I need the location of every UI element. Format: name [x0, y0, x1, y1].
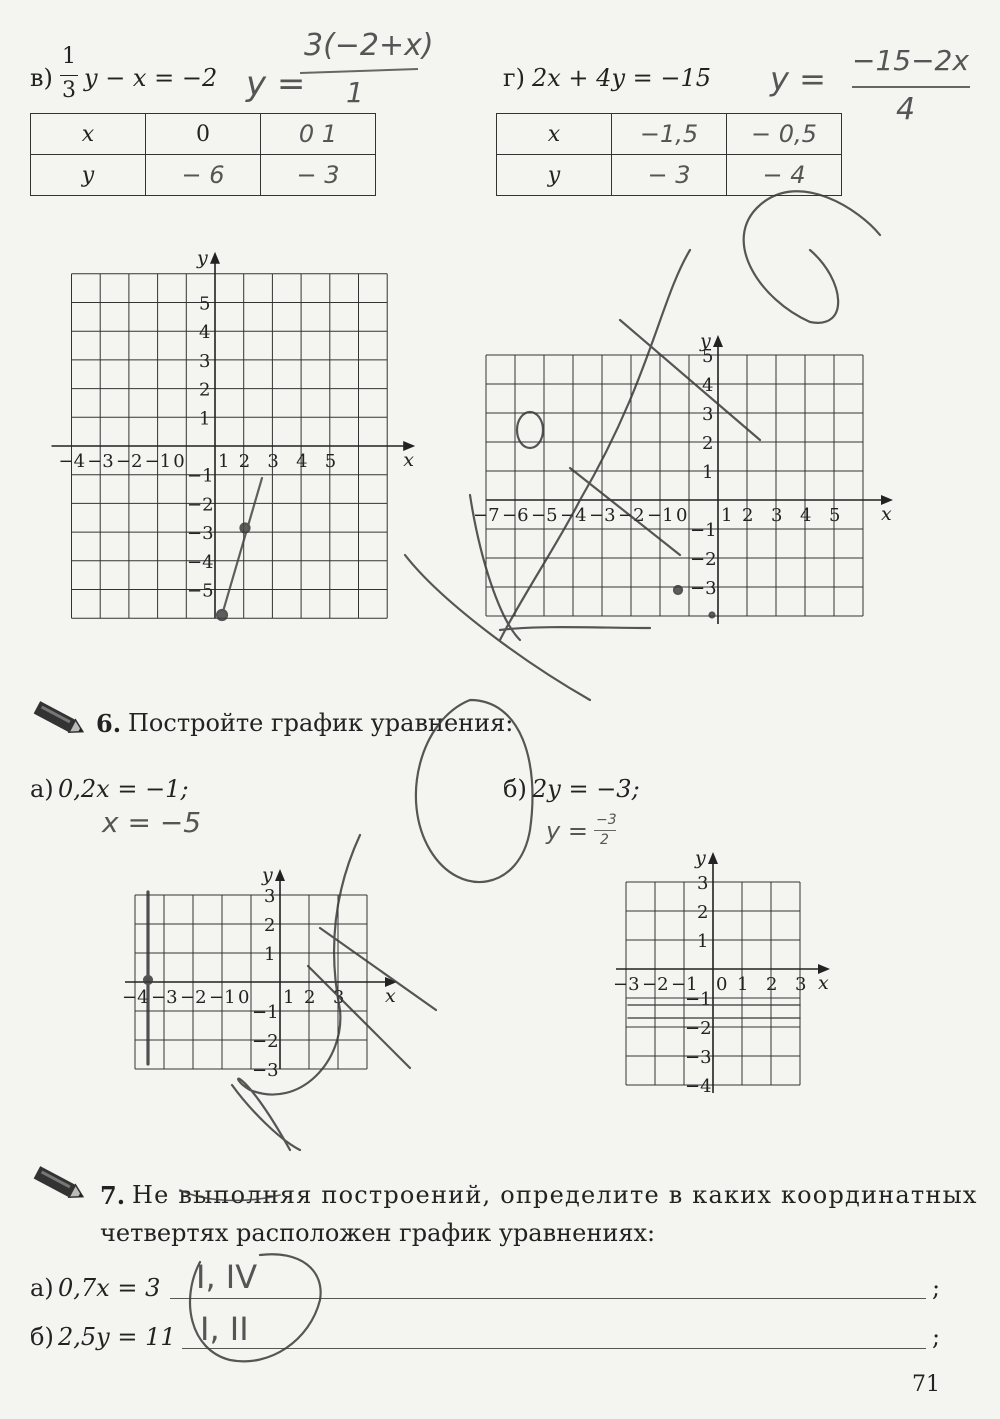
y-tick-label: −2	[690, 549, 717, 570]
y-tick-label: 4	[702, 375, 714, 396]
x-tick-label: −3	[87, 451, 114, 472]
coordinate-grid-1	[60, 240, 440, 640]
y-tick-label: 2	[697, 902, 709, 923]
x-axis-label: x	[385, 985, 396, 1007]
task-7b-equation: 2,5y = 11	[58, 1323, 176, 1351]
y-tick-label: 3	[264, 886, 276, 907]
task-6-text: Постройте график уравнения:	[128, 709, 514, 737]
y-tick-label: 3	[199, 350, 211, 372]
x-tick-label: −3	[151, 987, 178, 1008]
task-6b-label: б)	[503, 775, 527, 803]
pencil-icon	[30, 698, 88, 740]
x-tick-label: −2	[642, 974, 669, 995]
y-tick-label: 2	[199, 379, 211, 401]
y-tick-label: −1	[187, 465, 214, 487]
y-tick-label: −3	[187, 523, 214, 545]
x-axis-label: x	[881, 503, 892, 525]
task-7-line-1: Не выполняя построений, определите в каких координатных	[132, 1181, 978, 1209]
x-tick-label: 4	[296, 451, 308, 472]
coordinate-grid-2	[473, 310, 910, 640]
x-tick-label: 0	[676, 505, 688, 526]
part-g-hw-den: 4	[896, 92, 916, 127]
y-axis-label: y	[700, 330, 711, 352]
x-axis-label: x	[818, 972, 829, 994]
y-tick-label: 4	[199, 322, 211, 344]
table-header-y: y	[497, 155, 612, 196]
table-cell: 0	[146, 114, 261, 155]
y-tick-label: 1	[697, 931, 709, 952]
y-axis-label: y	[262, 864, 273, 886]
part-v-value-table	[30, 113, 376, 196]
semicolon: ;	[932, 1274, 941, 1302]
x-tick-label: 2	[304, 987, 316, 1008]
x-tick-label: −1	[144, 451, 172, 472]
y-tick-label: −2	[252, 1031, 279, 1052]
y-axis-label: y	[695, 847, 706, 869]
x-tick-label: 3	[267, 451, 279, 472]
y-tick-label: −1	[252, 1002, 279, 1023]
x-tick-label: 0	[716, 974, 728, 995]
y-tick-label: −2	[187, 494, 214, 516]
y-tick-label: −3	[685, 1047, 712, 1068]
scribble-stroke	[744, 191, 880, 323]
y-tick-label: −3	[690, 578, 717, 599]
part-g-label: г)	[503, 64, 525, 92]
x-tick-label: 1	[721, 505, 733, 526]
y-axis-arrow	[708, 852, 718, 864]
task-6-number: 6.	[96, 709, 122, 738]
part-v-label: в)	[30, 64, 53, 92]
x-tick-label: 3	[333, 987, 345, 1008]
x-tick-label: −1	[647, 505, 674, 526]
part-v-equation: y − x = −2	[84, 64, 218, 92]
y-tick-label: 5	[199, 293, 211, 315]
task-7-line-2: четвертях расположен график уравнениях:	[100, 1219, 656, 1247]
y-tick-label: −5	[187, 580, 214, 602]
y-tick-label: −2	[685, 1018, 712, 1039]
x-tick-label: −3	[613, 974, 640, 995]
scribble-stroke	[232, 1085, 300, 1150]
y-tick-label: 3	[697, 873, 709, 894]
part-g-hw-lhs: y =	[770, 60, 826, 98]
part-v-hw-lhs: y =	[246, 64, 306, 104]
task-6b-equation: 2y = −3;	[532, 775, 640, 803]
x-tick-label: −7	[473, 505, 500, 526]
task-7b-label: б)	[30, 1323, 54, 1351]
x-tick-label: 3	[795, 974, 807, 995]
x-tick-label: −2	[115, 451, 143, 472]
task-7b-handwritten-answer: I, II	[200, 1310, 249, 1348]
table-cell: − 3	[261, 155, 376, 196]
part-v-frac-bar	[60, 75, 78, 76]
task-6a-equation: 0,2x = −1;	[58, 775, 189, 803]
task-6b-hw-bar	[594, 830, 616, 831]
part-v-hw-den: 1	[346, 76, 364, 109]
y-tick-label: 2	[264, 915, 276, 936]
table-header-y: y	[31, 155, 146, 196]
y-tick-label: 2	[702, 433, 714, 454]
part-g-equation: 2x + 4y = −15	[532, 64, 712, 92]
x-tick-label: −4	[560, 505, 587, 526]
task-6a-label: а)	[30, 775, 54, 803]
part-g-value-table	[496, 113, 842, 196]
table-cell: − 4	[727, 155, 842, 196]
x-tick-label: −2	[180, 987, 207, 1008]
x-axis-label: x	[403, 449, 414, 471]
y-tick-label: −1	[685, 989, 712, 1010]
coordinate-grid-3	[122, 850, 425, 1090]
task-7-number: 7.	[100, 1181, 126, 1210]
x-tick-label: 4	[800, 505, 812, 526]
part-v-hw-bar	[300, 68, 418, 74]
answer-line-a	[170, 1298, 926, 1299]
pencil-icon	[30, 1163, 88, 1205]
x-tick-label: 5	[829, 505, 841, 526]
part-v-hw-num: 3(−2+x)	[304, 28, 434, 63]
task-7a-equation: 0,7x = 3	[58, 1274, 161, 1302]
y-tick-label: −4	[685, 1076, 712, 1097]
table-cell: − 3	[612, 155, 727, 196]
task-7a-handwritten-answer: I, IV	[196, 1258, 258, 1296]
x-tick-label: 5	[324, 451, 337, 472]
x-tick-label: −1	[209, 987, 236, 1008]
table-cell: − 6	[146, 155, 261, 196]
task-6b-hw-den: 2	[600, 832, 609, 848]
x-tick-label: −5	[531, 505, 558, 526]
x-tick-label: 1	[283, 987, 295, 1008]
x-tick-label: 0	[238, 987, 250, 1008]
y-axis-label: y	[197, 246, 208, 269]
page-number: 71	[912, 1372, 940, 1397]
x-tick-label: 3	[771, 505, 783, 526]
table-cell: 0 1	[261, 114, 376, 155]
task-6a-handwritten-answer: x = −5	[102, 806, 202, 839]
x-tick-label: 1	[737, 974, 749, 995]
y-axis-arrow	[210, 252, 220, 264]
y-tick-label: 1	[199, 408, 211, 430]
y-tick-label: 3	[702, 404, 714, 425]
y-axis-arrow	[275, 869, 285, 881]
x-tick-label: −2	[618, 505, 645, 526]
table-cell: − 0,5	[727, 114, 842, 155]
table-header-x: x	[497, 114, 612, 155]
x-tick-label: 2	[742, 505, 754, 526]
answer-line-b	[182, 1348, 926, 1349]
task-6b-hw-num: −3	[596, 812, 617, 828]
coordinate-grid-4	[600, 825, 840, 1095]
x-tick-label: −1	[671, 974, 698, 995]
y-tick-label: −1	[690, 520, 717, 541]
x-tick-label: −6	[502, 505, 529, 526]
part-v-frac-num: 1	[62, 44, 76, 69]
x-tick-label: 2	[766, 974, 778, 995]
x-tick-label: 1	[218, 451, 230, 472]
x-tick-label: −3	[589, 505, 616, 526]
part-g-hw-num: −15−2x	[852, 44, 969, 77]
task-6b-hw-lhs: y =	[546, 817, 588, 845]
y-tick-label: 1	[702, 462, 714, 483]
semicolon: ;	[932, 1323, 941, 1351]
part-g-hw-bar	[852, 86, 970, 88]
table-header-x: x	[31, 114, 146, 155]
part-v-frac-den: 3	[62, 78, 76, 103]
y-axis-arrow	[713, 335, 723, 347]
x-tick-label: −4	[58, 451, 86, 472]
table-cell: −1,5	[612, 114, 727, 155]
y-tick-label: −4	[187, 551, 214, 573]
y-tick-label: −3	[252, 1060, 279, 1081]
x-tick-label: −4	[122, 987, 149, 1008]
y-tick-label: 1	[264, 944, 276, 965]
task-7a-label: а)	[30, 1274, 54, 1302]
y-tick-label: 5	[702, 346, 714, 367]
x-tick-label: 2	[238, 451, 251, 472]
x-tick-label: 0	[173, 451, 185, 472]
